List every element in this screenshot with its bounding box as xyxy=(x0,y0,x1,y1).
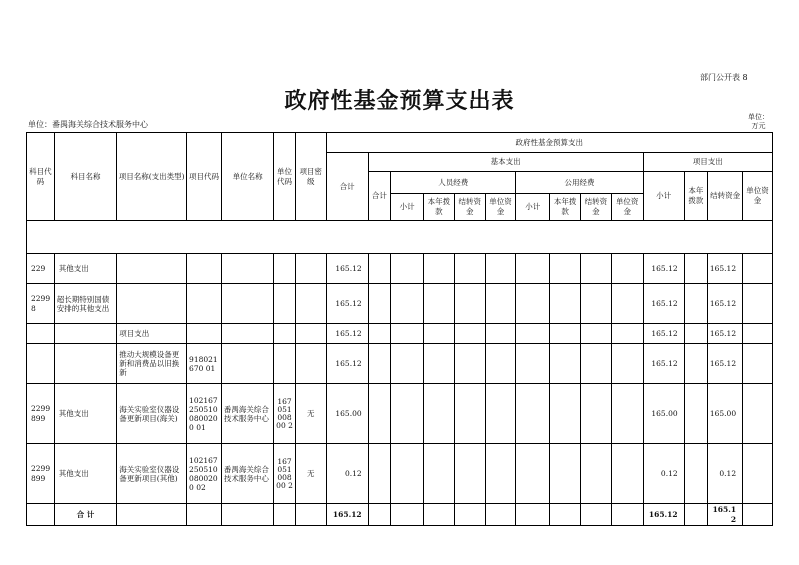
cell-project-code: 918021670 01 xyxy=(187,344,222,384)
cell-empty xyxy=(581,254,612,284)
cell-empty xyxy=(611,444,643,504)
total-project-subtotal: 165.12 xyxy=(643,504,684,526)
cell-empty xyxy=(424,444,455,504)
cell-empty xyxy=(550,284,581,324)
header-public-unit-funds: 单位资金 xyxy=(611,194,643,221)
cell-empty xyxy=(516,284,550,324)
cell-empty xyxy=(274,504,296,526)
cell-empty xyxy=(516,504,550,526)
header-total: 合计 xyxy=(326,153,368,221)
cell-project-carryover: 165.12 xyxy=(708,254,743,284)
cell-empty xyxy=(611,344,643,384)
cell-empty xyxy=(485,504,516,526)
cell-empty xyxy=(516,254,550,284)
cell-project-secret xyxy=(295,344,326,384)
cell-project-code xyxy=(187,284,222,324)
cell-empty xyxy=(550,344,581,384)
cell-empty xyxy=(117,504,187,526)
amount-unit-label: 单位： xyxy=(748,113,769,121)
header-project-expenditure: 项目支出 xyxy=(643,153,772,172)
cell-empty xyxy=(391,284,424,324)
cell-empty xyxy=(581,444,612,504)
table-row xyxy=(27,344,773,384)
cell-empty xyxy=(743,444,773,504)
cell-empty xyxy=(581,324,612,344)
cell-empty xyxy=(581,284,612,324)
cell-subject-name: 其他支出 xyxy=(54,254,117,284)
header-public-carryover: 结转资金 xyxy=(581,194,612,221)
cell-empty xyxy=(295,504,326,526)
cell-project-code: 1021672505100800200 01 xyxy=(187,384,222,444)
document-tag: 部门公开表 8 xyxy=(700,73,748,82)
cell-project-carryover: 0.12 xyxy=(708,444,743,504)
header-project-code: 项目代码 xyxy=(187,133,222,221)
cell-empty xyxy=(454,254,485,284)
cell-unit-name xyxy=(221,254,273,284)
header-personnel-carryover: 结转资金 xyxy=(454,194,485,221)
cell-subject-name: 超长期特别国债安排的其他支出 xyxy=(54,284,117,324)
table-row xyxy=(27,284,773,324)
cell-empty xyxy=(550,384,581,444)
header-project-subtotal: 小计 xyxy=(643,172,684,221)
cell-project-subtotal: 165.00 xyxy=(643,384,684,444)
cell-project-secret xyxy=(295,324,326,344)
cell-empty xyxy=(368,284,391,324)
cell-empty xyxy=(581,384,612,444)
total-label: 合 计 xyxy=(54,504,117,526)
cell-empty xyxy=(485,384,516,444)
cell-unit-code xyxy=(274,344,296,384)
cell-empty xyxy=(611,384,643,444)
cell-project-code xyxy=(187,324,222,344)
cell-empty xyxy=(743,254,773,284)
cell-empty xyxy=(454,384,485,444)
cell-unit-code: 16705100800 2 xyxy=(274,444,296,504)
cell-empty xyxy=(391,254,424,284)
cell-project-name xyxy=(117,254,187,284)
cell-empty xyxy=(516,444,550,504)
header-project-current-year: 本年拨款 xyxy=(684,172,708,221)
cell-subject-name xyxy=(54,324,117,344)
cell-project-carryover: 165.00 xyxy=(708,384,743,444)
cell-empty xyxy=(27,504,55,526)
cell-empty xyxy=(611,324,643,344)
header-subject-code: 科目代码 xyxy=(27,133,55,221)
cell-project-secret xyxy=(295,284,326,324)
cell-total: 165.12 xyxy=(326,344,368,384)
cell-empty xyxy=(454,444,485,504)
header-personnel: 人员经费 xyxy=(391,172,516,194)
table-row xyxy=(27,324,773,344)
cell-unit-name: 番禺海关综合技术服务中心 xyxy=(221,444,273,504)
cell-empty xyxy=(684,284,708,324)
cell-empty xyxy=(485,444,516,504)
budget-table xyxy=(26,132,773,526)
header-project-carryover: 结转资金 xyxy=(708,172,743,221)
total-amount: 165.12 xyxy=(326,504,368,526)
cell-empty xyxy=(424,384,455,444)
cell-project-subtotal: 165.12 xyxy=(643,254,684,284)
amount-unit xyxy=(748,113,769,131)
table-row xyxy=(27,384,773,444)
cell-empty xyxy=(485,324,516,344)
header-personnel-subtotal: 小计 xyxy=(391,194,424,221)
cell-project-carryover: 165.12 xyxy=(708,324,743,344)
cell-empty xyxy=(424,504,455,526)
header-unit-code: 单位代码 xyxy=(274,133,296,221)
cell-project-secret xyxy=(295,254,326,284)
cell-empty xyxy=(516,324,550,344)
cell-empty xyxy=(391,344,424,384)
cell-project-subtotal: 165.12 xyxy=(643,284,684,324)
cell-project-name: 海关实验室仪器设备更新项目(海关) xyxy=(117,384,187,444)
page-title: 政府性基金预算支出表 xyxy=(284,88,515,114)
cell-empty xyxy=(684,504,708,526)
cell-project-carryover: 165.12 xyxy=(708,344,743,384)
cell-empty xyxy=(684,254,708,284)
cell-empty xyxy=(684,384,708,444)
cell-total: 0.12 xyxy=(326,444,368,504)
cell-empty xyxy=(454,504,485,526)
cell-project-name: 海关实验室仪器设备更新项目(其他) xyxy=(117,444,187,504)
header-unit-name: 单位名称 xyxy=(221,133,273,221)
cell-empty xyxy=(550,444,581,504)
cell-empty xyxy=(368,384,391,444)
cell-subject-code xyxy=(27,344,55,384)
cell-empty xyxy=(581,344,612,384)
cell-unit-name xyxy=(221,324,273,344)
cell-empty xyxy=(743,344,773,384)
total-project-carryover: 165.12 xyxy=(708,504,743,526)
header-personnel-unit-funds: 单位资金 xyxy=(485,194,516,221)
cell-subject-code: 2299899 xyxy=(27,384,55,444)
cell-empty xyxy=(368,324,391,344)
header-project-name: 项目名称(支出类型) xyxy=(117,133,187,221)
cell-total: 165.12 xyxy=(326,324,368,344)
cell-empty xyxy=(424,284,455,324)
header-public-current-year: 本年拨款 xyxy=(550,194,581,221)
cell-empty xyxy=(221,504,273,526)
cell-project-code xyxy=(187,254,222,284)
cell-empty xyxy=(684,344,708,384)
cell-subject-name: 其他支出 xyxy=(54,444,117,504)
cell-empty xyxy=(485,284,516,324)
cell-empty xyxy=(368,344,391,384)
cell-project-name xyxy=(117,284,187,324)
cell-project-name: 推动大规模设备更新和消费品以旧换新 xyxy=(117,344,187,384)
cell-project-name: 项目支出 xyxy=(117,324,187,344)
cell-project-subtotal: 165.12 xyxy=(643,344,684,384)
header-basic: 基本支出 xyxy=(368,153,643,172)
cell-empty xyxy=(485,254,516,284)
cell-empty xyxy=(485,344,516,384)
cell-empty xyxy=(550,254,581,284)
cell-empty xyxy=(424,324,455,344)
header-personnel-current-year: 本年拨款 xyxy=(424,194,455,221)
total-row xyxy=(27,504,773,526)
cell-unit-code: 16705100800 2 xyxy=(274,384,296,444)
reporting-unit: 单位：番禺海关综合技术服务中心 xyxy=(28,120,148,129)
cell-empty xyxy=(368,254,391,284)
cell-empty xyxy=(550,504,581,526)
cell-subject-name xyxy=(54,344,117,384)
cell-empty xyxy=(684,444,708,504)
cell-empty xyxy=(611,284,643,324)
cell-unit-name xyxy=(221,344,273,384)
cell-project-code: 1021672505100800200 02 xyxy=(187,444,222,504)
cell-project-subtotal: 0.12 xyxy=(643,444,684,504)
cell-empty xyxy=(454,344,485,384)
cell-project-subtotal: 165.12 xyxy=(643,324,684,344)
cell-empty xyxy=(391,324,424,344)
cell-subject-code: 229 xyxy=(27,254,55,284)
cell-empty xyxy=(424,344,455,384)
cell-total: 165.12 xyxy=(326,284,368,324)
cell-project-secret: 无 xyxy=(295,384,326,444)
cell-empty xyxy=(516,344,550,384)
cell-unit-code xyxy=(274,284,296,324)
cell-total: 165.12 xyxy=(326,254,368,284)
cell-empty xyxy=(391,444,424,504)
header-project-unit-funds: 单位资金 xyxy=(743,172,773,221)
cell-empty xyxy=(454,324,485,344)
cell-subject-code: 2299899 xyxy=(27,444,55,504)
header-basic-total: 合计 xyxy=(368,172,391,221)
cell-unit-code xyxy=(274,254,296,284)
cell-subject-code xyxy=(27,324,55,344)
cell-empty xyxy=(743,384,773,444)
cell-empty xyxy=(743,284,773,324)
cell-empty xyxy=(516,384,550,444)
header-public-subtotal: 小计 xyxy=(516,194,550,221)
table-row xyxy=(27,444,773,504)
cell-empty xyxy=(684,324,708,344)
header-subject-name: 科目名称 xyxy=(54,133,117,221)
cell-empty xyxy=(611,504,643,526)
cell-total: 165.00 xyxy=(326,384,368,444)
cell-unit-name: 番禺海关综合技术服务中心 xyxy=(221,384,273,444)
cell-subject-name: 其他支出 xyxy=(54,384,117,444)
cell-project-carryover: 165.12 xyxy=(708,284,743,324)
header-gap xyxy=(27,221,773,254)
cell-unit-code xyxy=(274,324,296,344)
amount-unit-value: 万元 xyxy=(751,122,766,130)
header-public: 公用经费 xyxy=(516,172,643,194)
cell-empty xyxy=(368,444,391,504)
cell-empty xyxy=(368,504,391,526)
cell-empty xyxy=(550,324,581,344)
cell-empty xyxy=(454,284,485,324)
header-fund-table: 政府性基金预算支出 xyxy=(326,133,772,153)
header-project-secret: 项目密级 xyxy=(295,133,326,221)
cell-unit-name xyxy=(221,284,273,324)
cell-empty xyxy=(743,504,773,526)
cell-empty xyxy=(391,504,424,526)
cell-empty xyxy=(424,254,455,284)
table-row xyxy=(27,254,773,284)
cell-empty xyxy=(391,384,424,444)
cell-subject-code: 22998 xyxy=(27,284,55,324)
cell-project-secret: 无 xyxy=(295,444,326,504)
cell-empty xyxy=(743,324,773,344)
cell-empty xyxy=(187,504,222,526)
cell-empty xyxy=(611,254,643,284)
cell-empty xyxy=(581,504,612,526)
